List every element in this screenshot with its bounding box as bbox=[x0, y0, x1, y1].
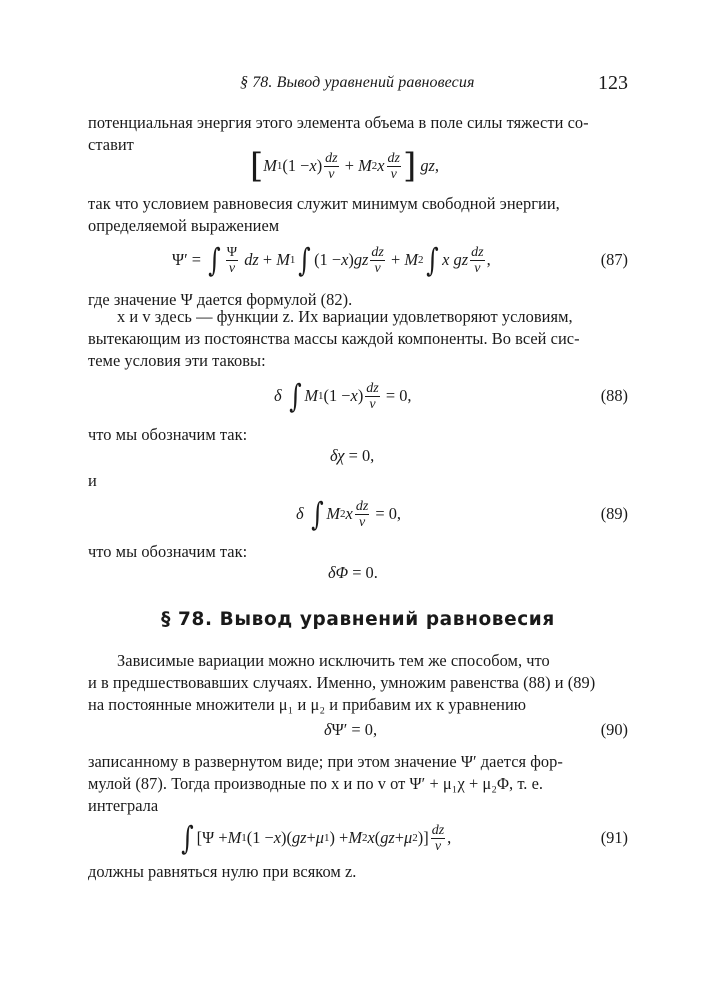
equation-91 bbox=[88, 818, 628, 858]
text-line: интеграла bbox=[88, 796, 159, 815]
equation-number: (91) bbox=[600, 828, 628, 847]
text-line: на постоянные множители μ₁ и μ₂ и прибавим их к уравнению bbox=[88, 695, 527, 714]
equation-phi bbox=[88, 553, 628, 593]
equation-formula: δΦ = 0. bbox=[328, 563, 378, 582]
text-line: и bbox=[88, 471, 97, 490]
paragraph bbox=[88, 193, 628, 237]
paragraph bbox=[88, 306, 628, 372]
equation-number: (90) bbox=[600, 720, 628, 739]
text-line: что мы обозначим так: bbox=[88, 542, 248, 561]
text-line: что мы обозначим так: bbox=[88, 425, 248, 444]
section-heading: § 78. Вывод уравнений равновесия bbox=[161, 609, 555, 630]
text-line: должны равняться нулю при всяком z. bbox=[88, 862, 357, 881]
equation-formula: δχ = 0, bbox=[330, 446, 375, 465]
paragraph bbox=[88, 861, 628, 883]
text-line: Зависимые вариации можно исключить тем же способом, что bbox=[117, 651, 550, 670]
text-line: потенциальная энергия этого элемента объема в поле силы тяжести со- bbox=[88, 113, 589, 132]
equation-formula: [ M 1 (1 − x ) $\frac{dz}{v}$ + M 2 x $\frac{dz}{v}$ ] gz , bbox=[250, 146, 440, 186]
running-head bbox=[88, 74, 628, 98]
equation-number: (87) bbox=[600, 250, 628, 269]
equation-formula: δ ∫ M 1 (1 − x ) $\frac{dz}{v}$ = 0, bbox=[274, 377, 412, 415]
equation-energy bbox=[88, 146, 628, 186]
paragraph bbox=[88, 650, 628, 716]
equation-formula: Ψ′ = ∫ $\frac{\Psi}{v}$ dz + M 1 ∫ (1 − x ) gz $\frac{dz}{v}$ + M 2 ∫ x gz $\frac{dz}{v}$ , bbox=[172, 241, 491, 279]
text-line: определяемой выражением bbox=[88, 216, 280, 235]
equation-formula: δ Ψ′ = 0, bbox=[324, 720, 378, 739]
equation-89 bbox=[88, 494, 628, 534]
text-line: где значение Ψ дается формулой (82). bbox=[88, 290, 353, 309]
equation-formula: ∫ [Ψ + M 1 (1 − x )( gz + μ 1 ) + M 2 x ( gz + μ 2 )] $\frac{dz}{v}$ , bbox=[181, 819, 452, 857]
text-line: x и v здесь — функции z. Их вариации удовлетворяют условиям, bbox=[117, 307, 573, 326]
paragraph bbox=[88, 470, 628, 492]
equation-formula: δ ∫ M 2 x $\frac{dz}{v}$ = 0, bbox=[296, 495, 402, 533]
page-number: 123 bbox=[598, 72, 628, 94]
text-line: мулой (87). Тогда производные по x и по v от Ψ′ + μ₁χ + μ₂Φ, т. е. bbox=[88, 774, 544, 793]
text-line: ставит bbox=[88, 135, 134, 154]
text-line: так что условием равновесия служит минимум свободной энергии, bbox=[88, 194, 560, 213]
equation-88 bbox=[88, 376, 628, 416]
paragraph bbox=[88, 751, 628, 817]
text-line: вытекающим из постоянства массы каждой компоненты. Во всей сис- bbox=[88, 329, 580, 348]
equation-90 bbox=[88, 710, 628, 750]
equation-87 bbox=[88, 240, 628, 280]
text-line: теме условия эти таковы: bbox=[88, 351, 266, 370]
running-title: § 78. Вывод уравнений равновесия bbox=[240, 74, 475, 91]
equation-number: (89) bbox=[600, 504, 628, 523]
text-line: и в предшествовавших случаях. Именно, умножим равенства (88) и (89) bbox=[88, 673, 596, 692]
text-line: записанному в развернутом виде; при этом значение Ψ′ дается фор- bbox=[88, 752, 563, 771]
equation-number: (88) bbox=[600, 386, 628, 405]
